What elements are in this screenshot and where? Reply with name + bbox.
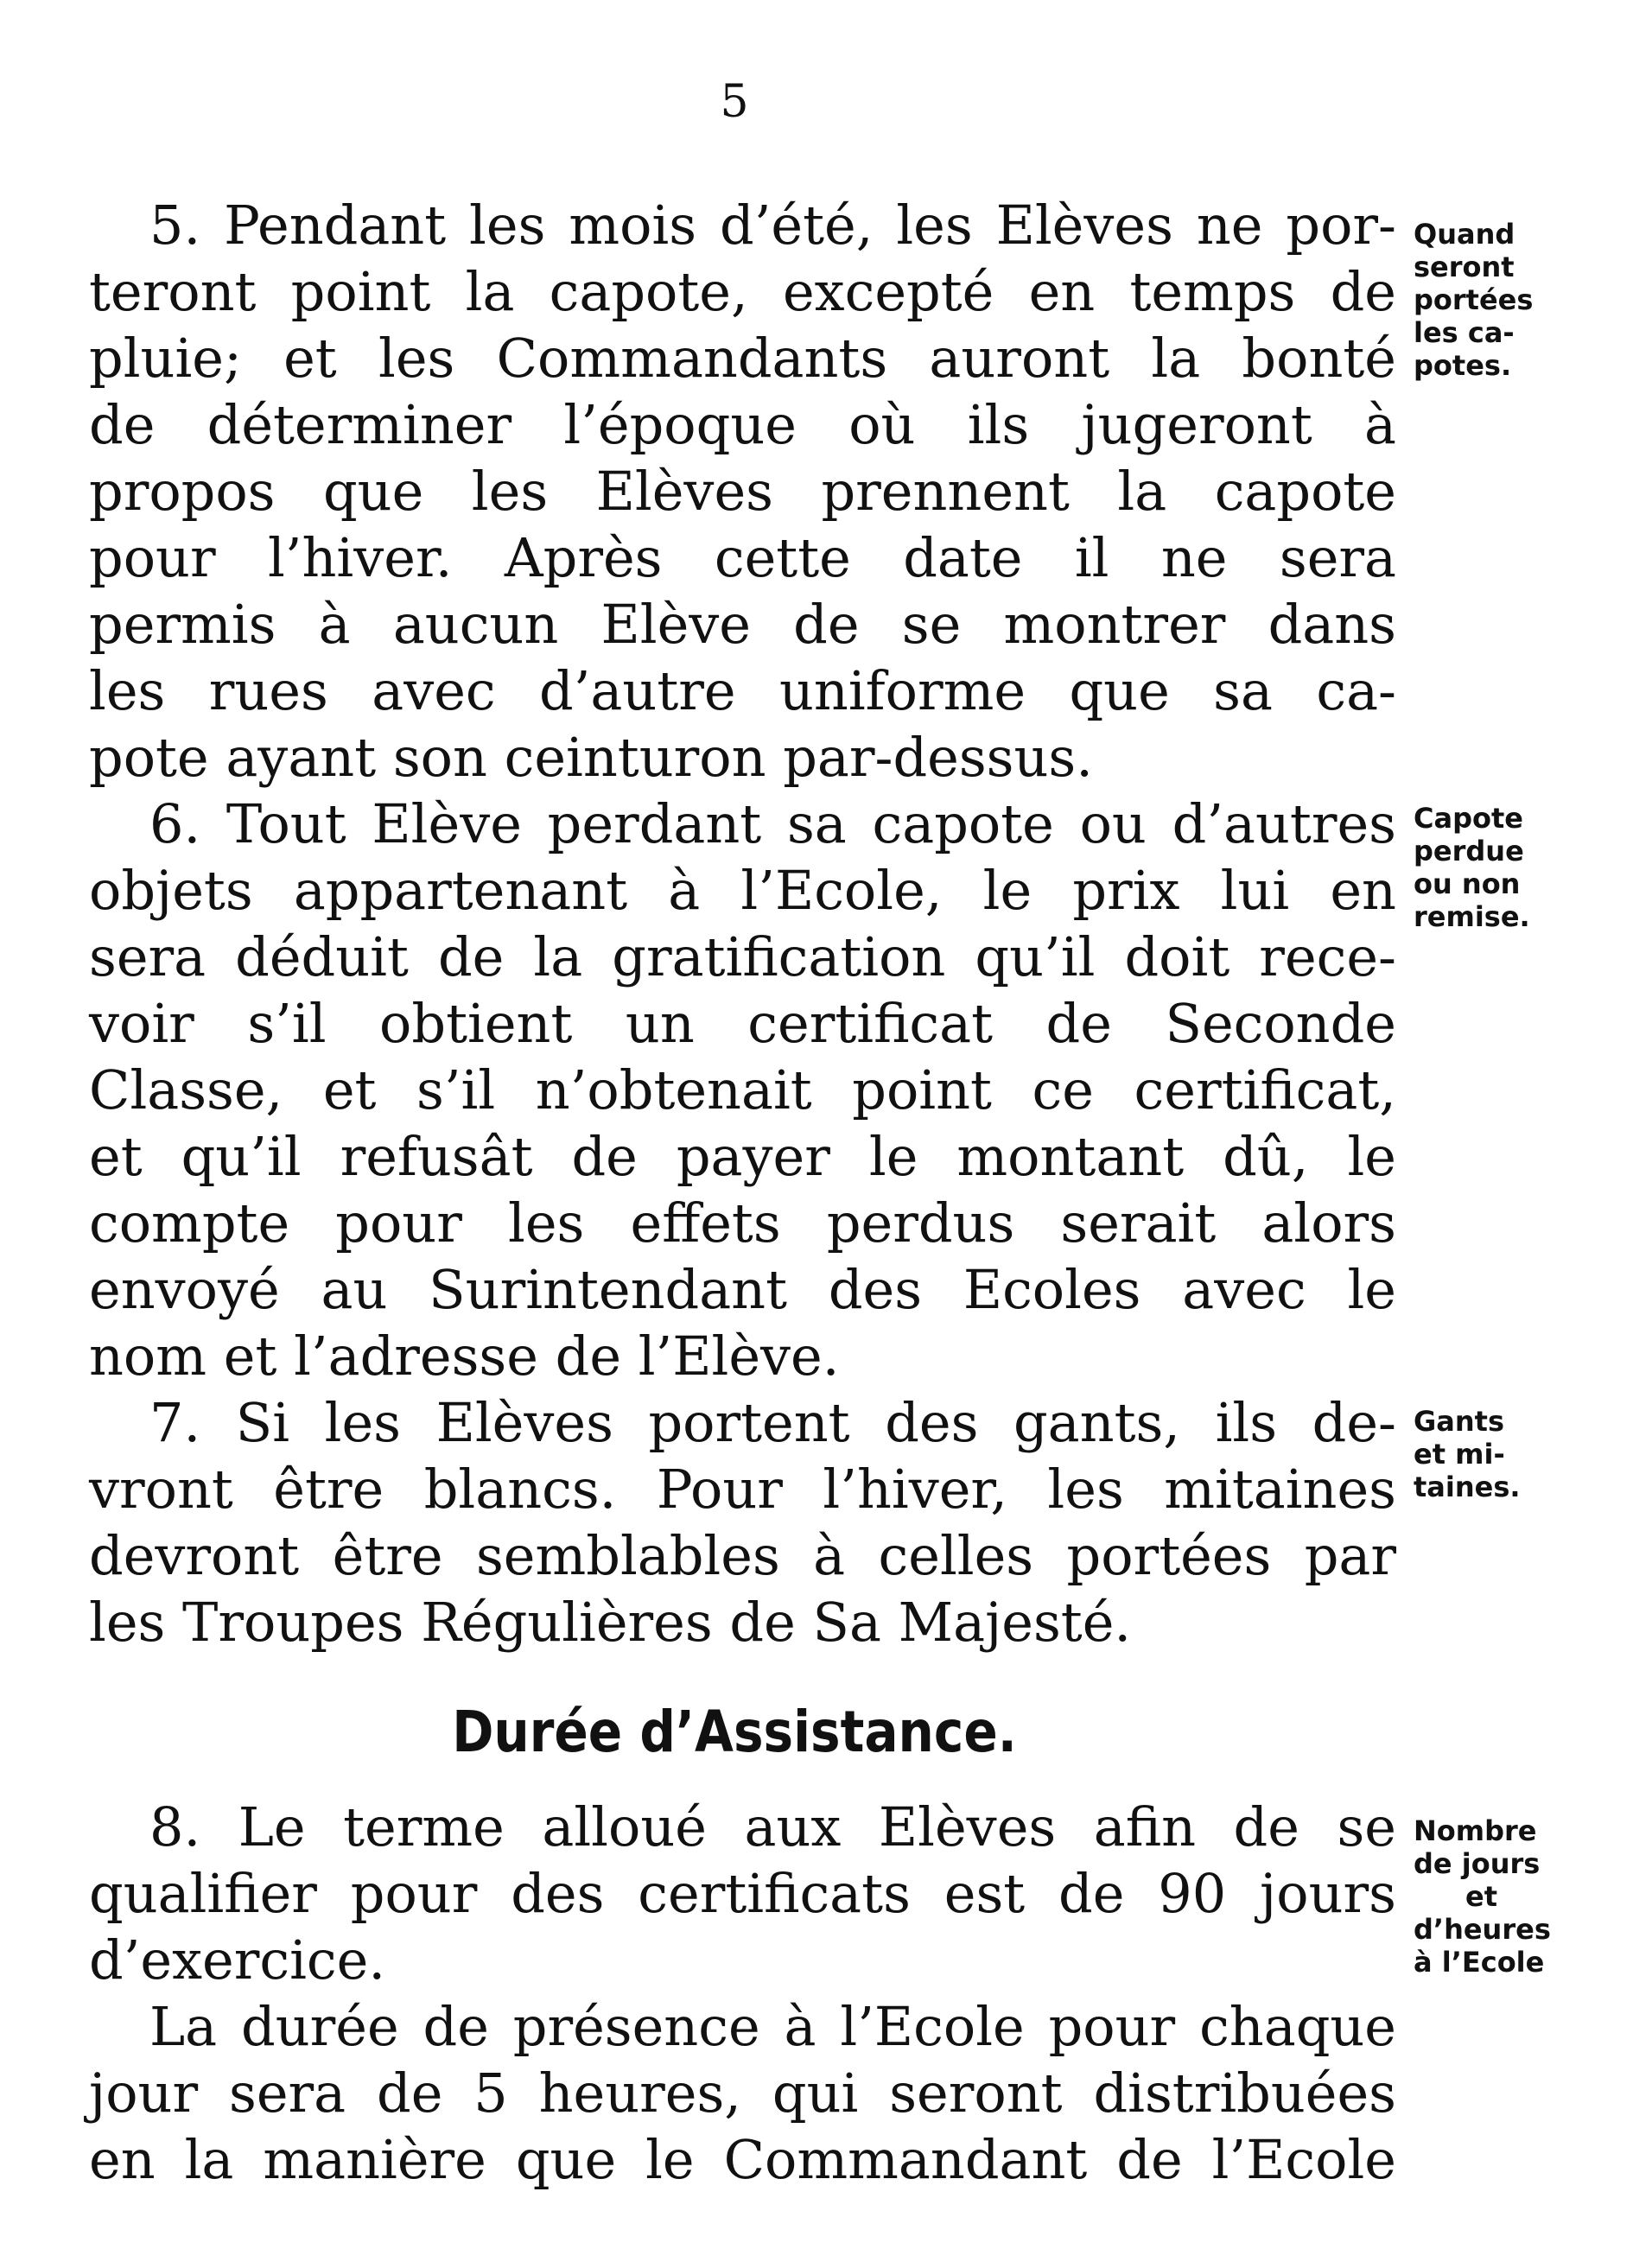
text-line: Classe, et s’il n’obtenait point ce certificat, [89,1058,1396,1121]
sidenote-line: remise. [1414,900,1530,933]
sidenote-line: taines. [1414,1471,1521,1503]
text-line: les Troupes Régulières de Sa Majesté. [89,1591,1132,1654]
text-line: les rues avec d’autre uniforme que sa ca- [89,659,1396,722]
sidenote-capote-perdue [1414,802,1578,933]
sidenote-line: d’heures [1414,1913,1551,1946]
text-line: 5. Pendant les mois d’été, les Elèves ne por- [149,194,1396,257]
text-line: propos que les Elèves prennent la capote [89,460,1396,523]
section-heading: Durée d’Assistance. [452,1699,1017,1765]
sidenote-gants [1414,1405,1578,1503]
sidenote-line: et [1465,1880,1497,1913]
text-line: teront point la capote, excepté en temps de [89,260,1396,323]
text-line: vront être blancs. Pour l’hiver, les mitaines [89,1458,1396,1521]
sidenote-line: Capote [1414,802,1523,835]
sidenote-line: les ca- [1414,316,1515,349]
text-line: pote ayant son ceinturon par-dessus. [89,726,1093,789]
sidenote-line: Gants [1414,1405,1504,1438]
text-line: permis à aucun Elève de se montrer dans [89,593,1396,656]
sidenote-line: et mi- [1414,1438,1505,1471]
sidenote-line: de jours [1414,1847,1541,1880]
text-line: objets appartenant à l’Ecole, le prix lui en [89,859,1396,922]
text-line: La durée de présence à l’Ecole pour chaque [149,1995,1396,2058]
text-line: 7. Si les Elèves portent des gants, ils de- [149,1391,1396,1454]
sidenote-capotes [1414,218,1578,382]
sidenote-nombre-jours [1414,1814,1578,1979]
text-line: 8. Le terme alloué aux Elèves afin de se [149,1795,1396,1858]
text-line: de déterminer l’époque où ils jugeront à [89,393,1396,456]
sidenote-line: à l’Ecole [1414,1946,1545,1979]
sidenote-line: Quand [1414,218,1515,251]
text-line: en la manière que le Commandant de l’Ecole [89,2128,1396,2191]
sidenote-line: potes. [1414,349,1512,382]
text-line: pour l’hiver. Après cette date il ne sera [89,526,1396,589]
text-line: qualifier pour des certificats est de 90 jours [89,1862,1396,1925]
text-line: pluie; et les Commandants auront la bonté [89,327,1396,390]
text-line: jour sera de 5 heures, qui seront distribuées [89,2062,1396,2125]
text-line: voir s’il obtient un certificat de Seconde [89,992,1396,1055]
sidenote-line: ou non [1414,867,1521,900]
text-line: envoyé au Surintendant des Ecoles avec le [89,1258,1396,1321]
sidenote-line: seront [1414,251,1515,283]
text-line: d’exercice. [89,1928,386,1992]
text-line: et qu’il refusât de payer le montant dû, le [89,1125,1396,1188]
text-line: 6. Tout Elève perdant sa capote ou d’autres [149,792,1396,855]
page-number: 5 [720,76,749,128]
text-line: sera déduit de la gratification qu’il doit rece- [89,925,1396,988]
text-line: compte pour les effets perdus serait alors [89,1191,1396,1255]
text-line: devront être semblables à celles portées par [89,1524,1396,1587]
sidenote-line: portées [1414,283,1534,316]
sidenote-line: Nombre [1414,1814,1537,1847]
text-line: nom et l’adresse de l’Elève. [89,1325,840,1388]
sidenote-line: perdue [1414,835,1524,867]
